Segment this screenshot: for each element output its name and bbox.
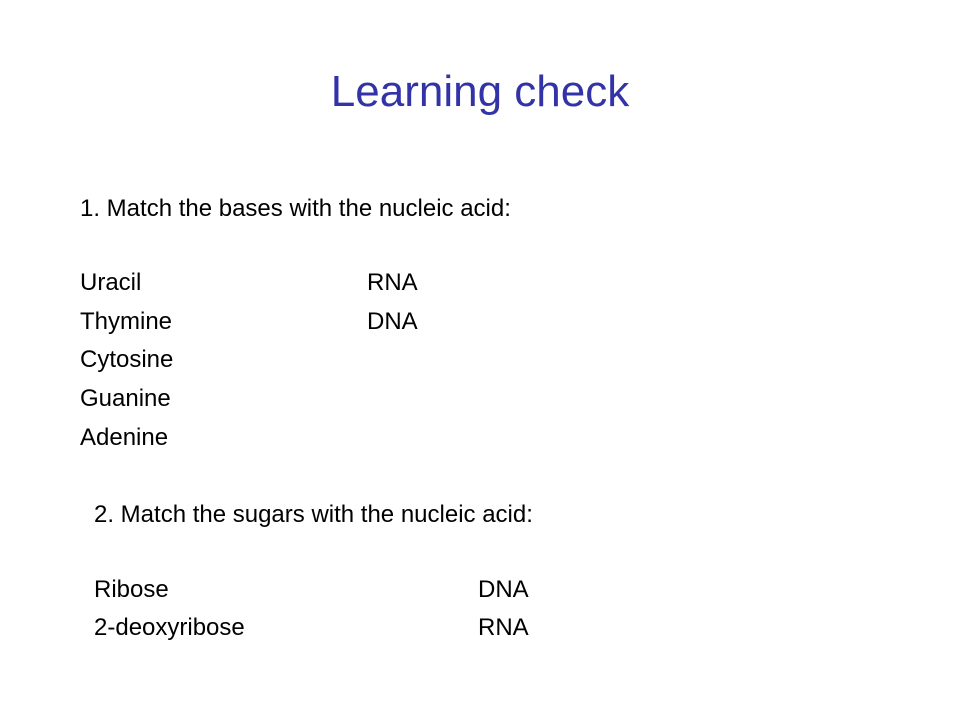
base-name: Cytosine <box>80 346 174 373</box>
question-1-prompt: 1. Match the bases with the nucleic acid: <box>80 195 511 222</box>
question-2-prompt: 2. Match the sugars with the nucleic acid: <box>94 501 533 528</box>
nucleic-acid-name: DNA <box>478 576 529 603</box>
sugar-name: 2-deoxyribose <box>94 614 245 641</box>
base-name: Guanine <box>80 385 171 412</box>
nucleic-acid-name: DNA <box>367 308 418 335</box>
base-name: Adenine <box>80 424 169 451</box>
slide-title: Learning check <box>330 67 630 116</box>
base-name: Uracil <box>80 269 142 296</box>
sugar-name: Ribose <box>94 576 169 603</box>
nucleic-acid-name: RNA <box>367 269 418 296</box>
nucleic-acid-name: RNA <box>478 614 529 641</box>
base-name: Thymine <box>80 308 173 335</box>
